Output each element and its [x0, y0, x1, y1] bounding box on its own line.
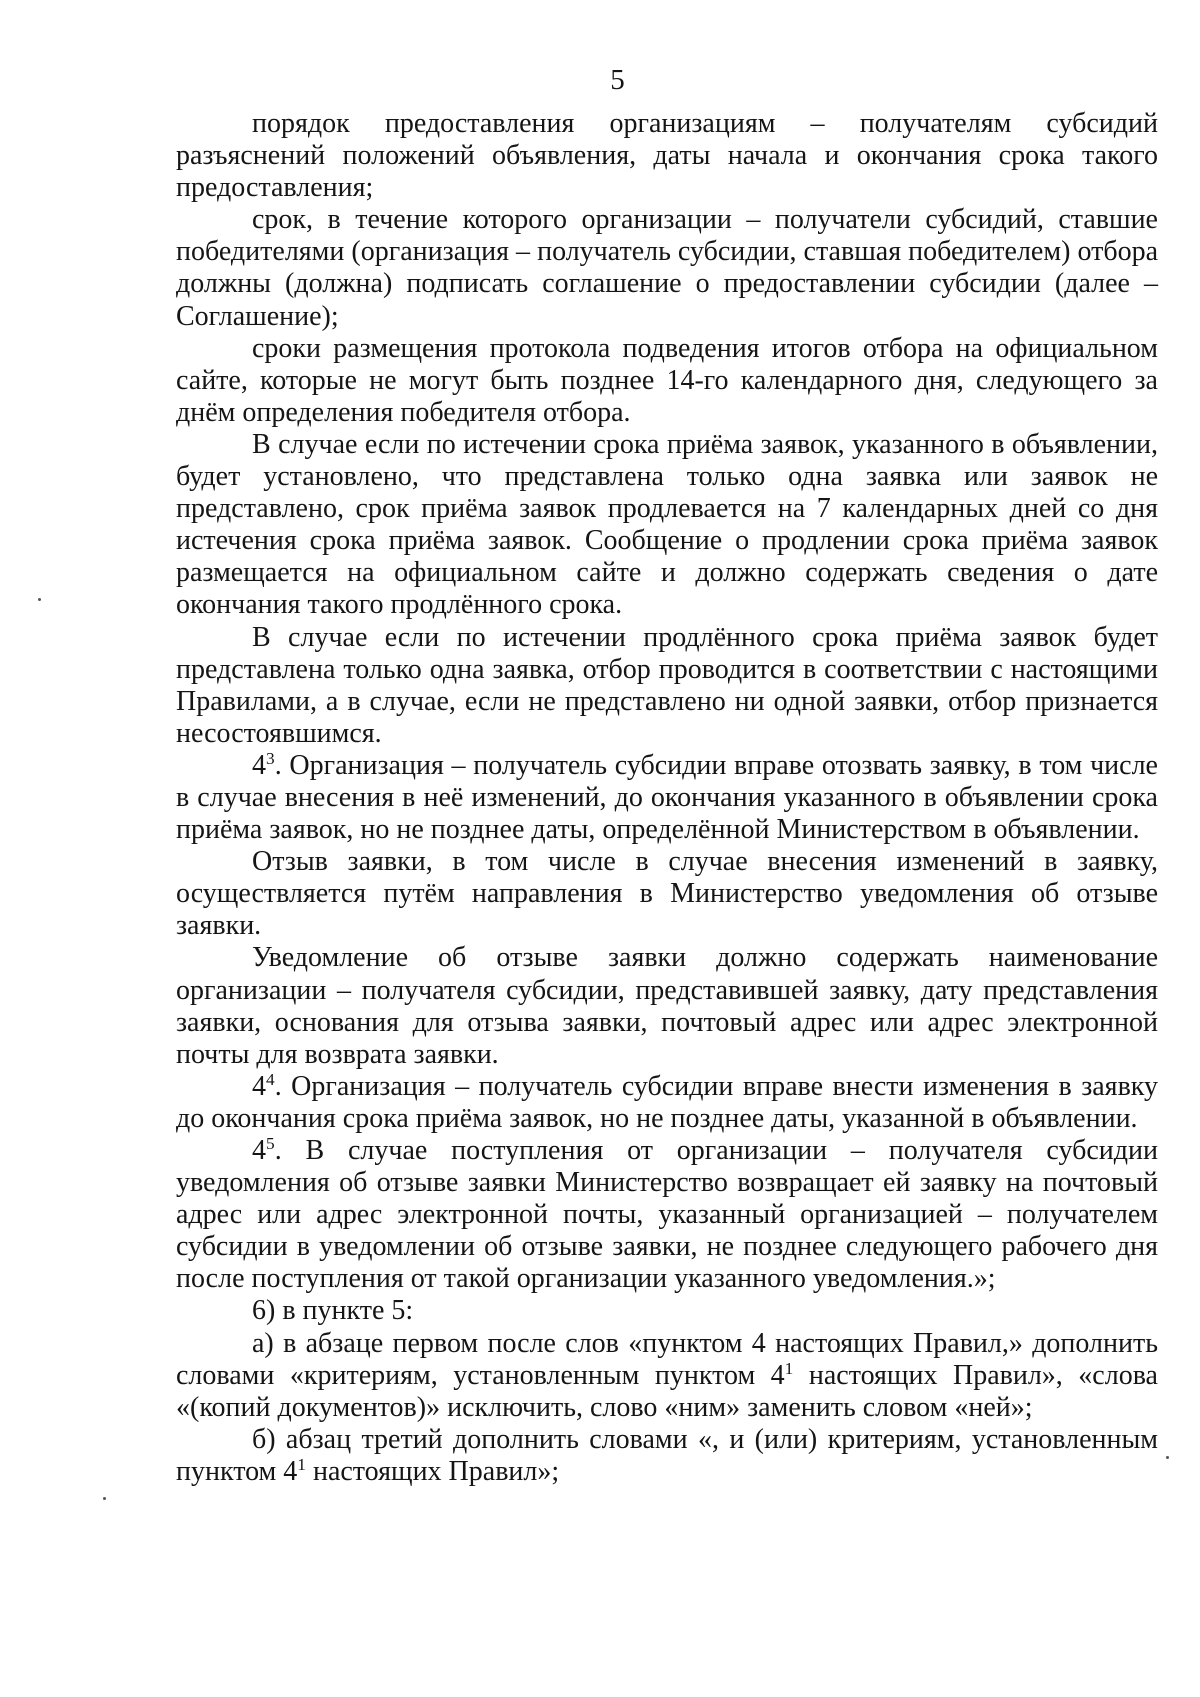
item-number: 4: [252, 1070, 266, 1102]
paragraph-agreement-deadline: срок, в течение которого организации – получатели субсидий, ставшие победителями (организация – получатель субсидии, ставшая победителем) отбора должны (должна) подписать соглашение о предоставлении субсидии (далее – Соглашение);: [176, 204, 1158, 332]
item-number: 4: [252, 1135, 266, 1166]
scan-speck: [103, 1497, 106, 1500]
paragraph-withdrawal-procedure: Отзыв заявки, в том числе в случае внесения изменений в заявку, осуществляется путём направления в Министерство уведомления об отзыве заявки.: [176, 846, 1158, 942]
paragraph-single-application: В случае если по истечении продлённого срока приёма заявок будет представлена только одна заявка, отбор проводится в соответствии с настоящими Правилами, а в случае, если не представлено ни одной заявки, отбор признается несостоявшимся.: [176, 621, 1158, 749]
item-superscript: 1: [297, 1455, 306, 1475]
paragraph-subitem-b: б) абзац третий дополнить словами «, и (или) критериям, установленным пунктом $4^1$ настоящих Правил»;: [176, 1423, 1158, 1487]
paragraph-withdrawal-notice-content: Уведомление об отзыве заявки должно содержать наименование организации – получателя субсидии, представившей заявку, дату представления заявки, основания для отзыва заявки, почтовый адрес или адрес электронной почты для возврата заявки.: [176, 942, 1158, 1070]
paragraph-item-4-5: $4^5$. В случае поступления от организации – получателя субсидии уведомления об отзыве заявки Министерство возвращает ей заявку на почтовый адрес или адрес электронной почты, указанный организацией – получателем субсидии в уведомлении об отзыве заявки, не позднее следующего рабочего дня после поступления от такой организации указанного уведомления.»;: [176, 1134, 1158, 1295]
paragraph-protocol-publication: сроки размещения протокола подведения итогов отбора на официальном сайте, которые не могут быть позднее 14-го календарного дня, следующего за днём определения победителя отбора.: [176, 332, 1158, 428]
page-number: 5: [610, 64, 625, 96]
scan-speck: [1166, 1456, 1169, 1459]
item-superscript: 1: [784, 1359, 794, 1379]
scan-speck: [38, 598, 41, 601]
item-superscript: 4: [266, 1070, 275, 1090]
item-superscript: 5: [266, 1134, 275, 1154]
paragraph-item-6-point-5: 6) в пункте 5:: [252, 1295, 414, 1327]
paragraph-consultation-procedure: порядок предоставления организациям – получателям субсидий разъяснений положений объявления, даты начала и окончания срока такого предоставления;: [176, 108, 1158, 204]
paragraph-item-4-4: $4^4$. Организация – получатель субсидии вправе внести изменения в заявку до окончания срока приёма заявок, но не позднее даты, указанной в объявлении.: [176, 1070, 1158, 1134]
document-body: [176, 108, 1158, 1488]
paragraph-subitem-a: а) в абзаце первом после слов «пунктом 4 настоящих Правил,» дополнить словами «критериям, установленным пунктом $4^1$ настоящих Правил», «слова «(копий документов)» исключить, слово «ним» заменить словом «ней»;: [176, 1327, 1158, 1423]
item-superscript: 3: [266, 749, 275, 769]
paragraph-item-4-3: $4^3$. Организация – получатель субсидии вправе отозвать заявку, в том числе в случае внесения в неё изменений, до окончания указанного в объявлении срока приёма заявок, но не позднее даты, определённой Министерством в объявлении.: [176, 749, 1158, 846]
paragraph-deadline-extension: В случае если по истечении срока приёма заявок, указанного в объявлении, будет установлено, что представлена только одна заявка или заявок не представлено, срок приёма заявок продлевается на 7 календарных дней со дня истечения срока приёма заявок. Сообщение о продлении срока приёма заявок размещается на официальном сайте и должно содержать сведения о дате окончания такого продлённого срока.: [176, 428, 1158, 621]
item-number: 4: [252, 749, 266, 781]
